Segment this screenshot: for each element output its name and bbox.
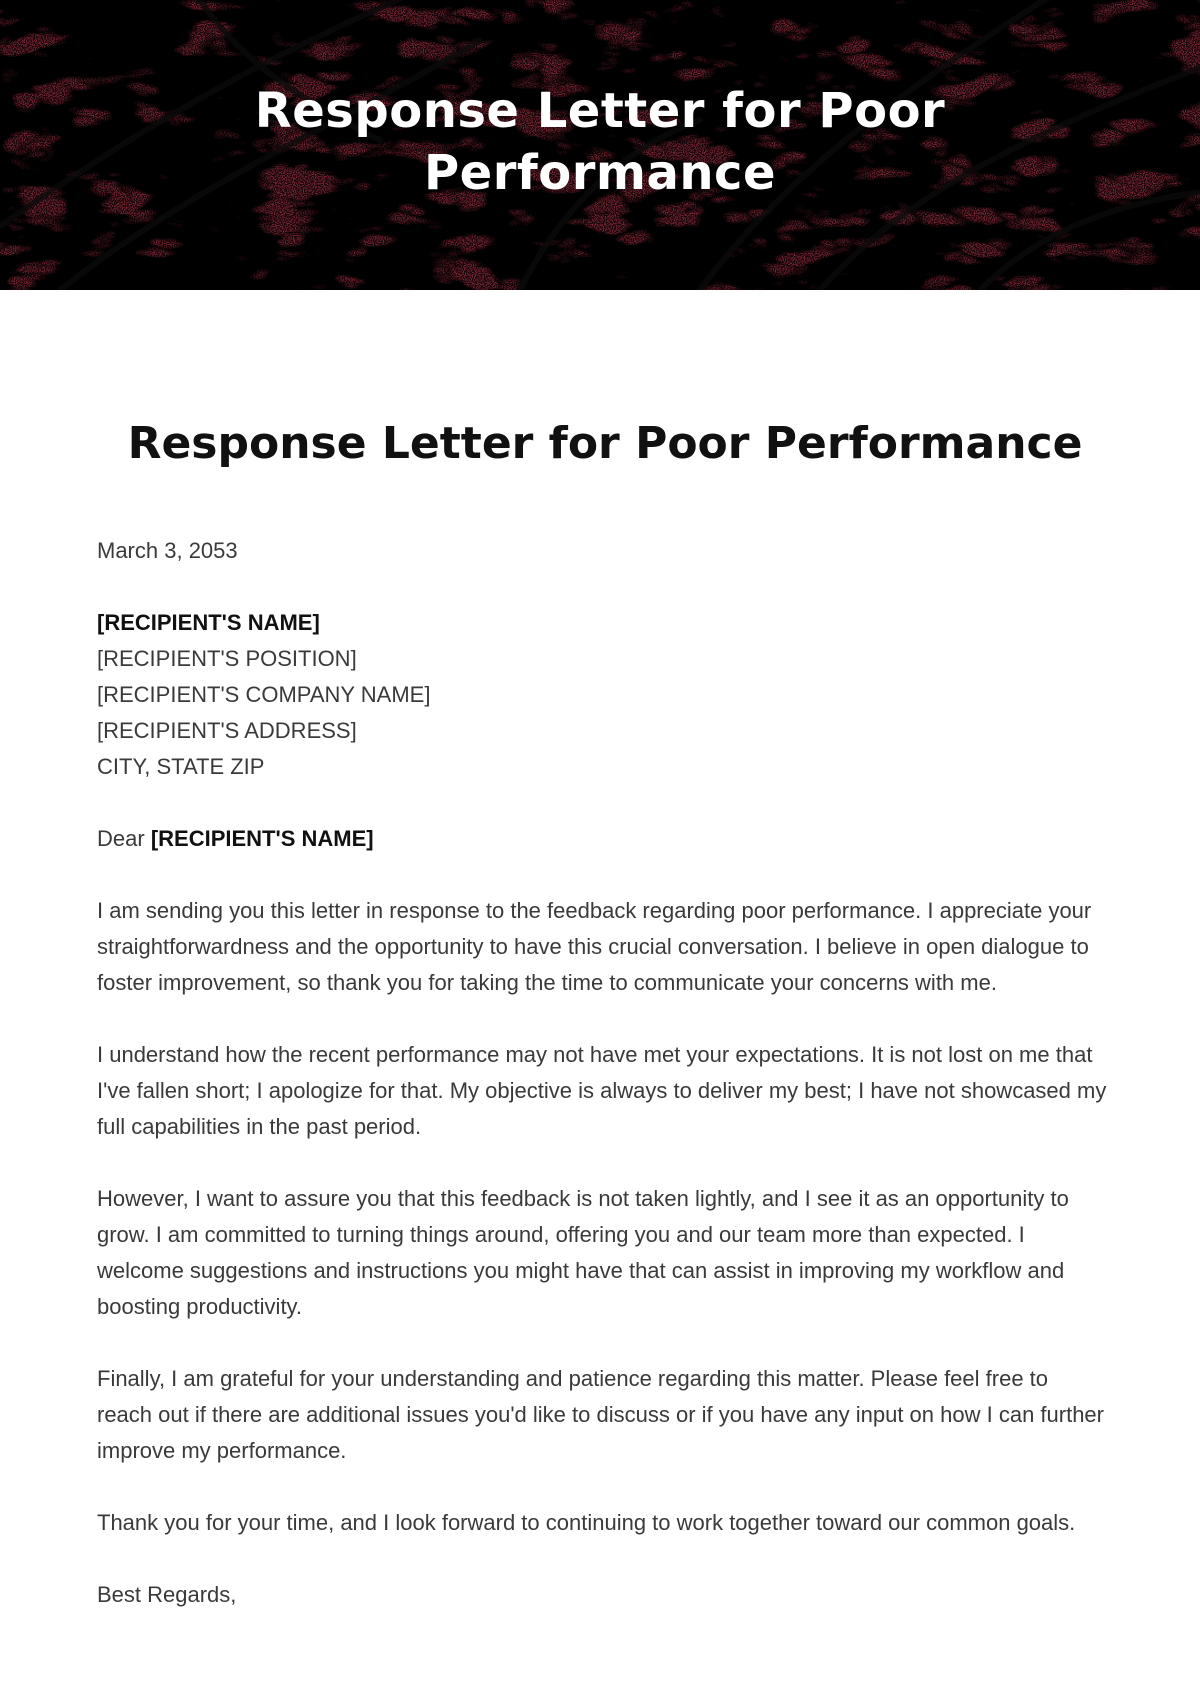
closing: Best Regards, — [97, 1582, 237, 1607]
recipient-name: [RECIPIENT'S NAME] — [97, 610, 320, 635]
salutation-prefix: Dear — [97, 826, 145, 851]
banner-title-line-1: Response Letter for Poor — [254, 83, 946, 139]
body-paragraph-3: However, I want to assure you that this feedback is not taken lightly, and I see it as an opportunity to grow. I am committed to turning things around, offering you and our team more than expected. I welcome suggestions and instructions you might have that can assist in improving my workflow and boosting productivity. — [97, 1186, 1069, 1319]
banner-title — [0, 80, 1200, 204]
salutation-name: [RECIPIENT'S NAME] — [150, 826, 374, 851]
header-banner — [0, 0, 1200, 290]
banner-title-line-2: Performance — [423, 145, 777, 201]
letter-body — [97, 533, 1107, 1613]
letter-date: March 3, 2053 — [97, 538, 238, 563]
recipient-address: [RECIPIENT'S ADDRESS] — [97, 718, 357, 743]
body-paragraph-5: Thank you for your time, and I look forward to continuing to work together toward our common goals. — [97, 1510, 1076, 1535]
body-paragraph-2: I understand how the recent performance may not have met your expectations. It is not lost on me that I've fallen short; I apologize for that. My objective is always to deliver my best; I have not showcased my full capabilities in the past period. — [97, 1042, 1107, 1139]
recipient-city-state-zip: CITY, STATE ZIP — [97, 754, 265, 779]
body-paragraph-1: I am sending you this letter in response to the feedback regarding poor performance. I appreciate your straightforwardness and the opportunity to have this crucial conversation. I believe in open dialogue to foster improvement, so thank you for taking the time to communicate your concerns with me. — [97, 898, 1092, 995]
body-paragraph-4: Finally, I am grateful for your understanding and patience regarding this matter. Please feel free to reach out if there are additional issues you'd like to discuss or if you have any input on how I can further improve my performance. — [97, 1366, 1104, 1463]
document-title: Response Letter for Poor Performance — [127, 418, 1083, 469]
recipient-company: [RECIPIENT'S COMPANY NAME] — [97, 682, 431, 707]
recipient-position: [RECIPIENT'S POSITION] — [97, 646, 357, 671]
salutation — [97, 821, 1107, 857]
recipient-block — [97, 605, 1107, 785]
